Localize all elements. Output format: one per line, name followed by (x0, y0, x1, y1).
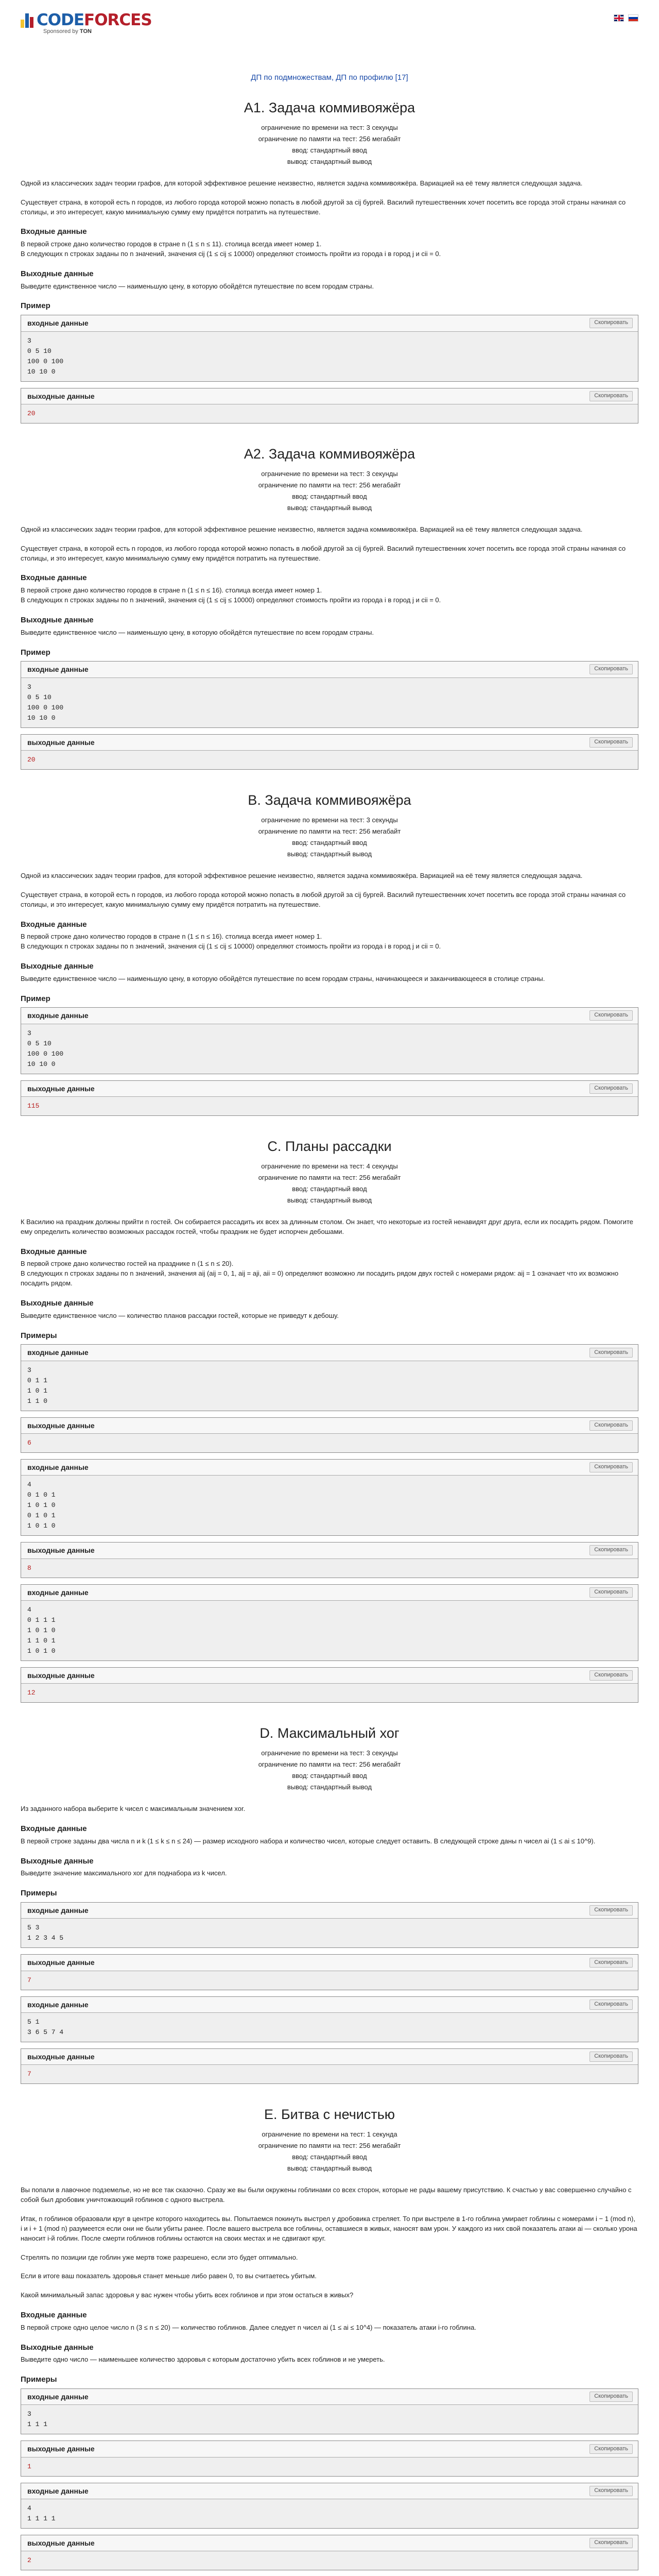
sample-input-label: входные данные (27, 2486, 89, 2495)
input-spec-title: Входные данные (21, 2311, 87, 2320)
problem-limit: ввод: стандартный ввод (292, 1772, 367, 1780)
sample-output-block (21, 734, 638, 770)
input-spec-text: В первой строке дано количество гостей на празднике n (1 ≤ n ≤ 20). В следующих n строках заданы по n значений, значения aij (aij = 0, 1, aij = aji, aii = 0) определяют возможно ли посадить рядом двух гостей с номерами рядом: aij = 1 означает что их возможно посадить рядом. (21, 1260, 619, 1287)
sample-output-label: выходные данные (27, 2538, 95, 2547)
copy-button[interactable]: Скопировать (589, 2392, 633, 2402)
copy-button[interactable]: Скопировать (589, 664, 633, 674)
output-spec-text: Выведите единственное число — наименьшую цену, в которую обойдётся путешествие по всем городам страны. (21, 282, 374, 290)
sample-output-block (21, 1542, 638, 1578)
sample-output-label: выходные данные (27, 2052, 95, 2061)
sample-input-content: 3 0 1 1 1 0 1 1 1 0 (21, 1361, 638, 1411)
statement-paragraph: Стрелять по позиции где гоблин уже мертв тоже разрешено, если это будет оптимально. (21, 2253, 298, 2261)
problem-limit: вывод: стандартный вывод (287, 503, 372, 512)
sample-output-header (21, 735, 638, 750)
problem-body (21, 2185, 638, 2576)
input-spec-text: В первой строке дано количество городов в стране n (1 ≤ n ≤ 16). столица всегда имеет номер 1. В следующих n строках заданы по n значений, значения cij (1 ≤ cij ≤ 10000) определяют стоимость пройти из города i в город j и cii = 0. (21, 586, 441, 604)
sample-output-block (21, 1954, 638, 1990)
statement-paragraph: Итак, n гоблинов образовали круг в центре которого находитесь вы. Попытаемся покинуть выстрел у дробовика стреляет. То при выстреле в 1-го гоблина умирает гоблины с номерами i − 1 (mod n), i и i + 1 (mod n) разумеется если они не были убиты ранее. После вашего выстрела все гоблины, оставшиеся в живых, наносят вам урон. У каждого из них свой показатель атаки ai — сколько урона наносит i-й гоблин. После смерти гоблинов гоблины остаются на своих местах и не сдвигают круг. (21, 2215, 637, 2242)
problem-limit: ввод: стандартный ввод (292, 492, 367, 500)
logo-text: CODEFORCES (37, 11, 152, 29)
problem-limit: ограничение по памяти на тест: 256 мегабайт (258, 481, 401, 489)
sample-input-content: 4 0 1 1 1 1 0 1 0 1 1 0 1 1 0 1 0 (21, 1600, 638, 1660)
sample-input-header (21, 1903, 638, 1918)
sample-output-block (21, 2535, 638, 2570)
sample-output-label: выходные данные (27, 1084, 95, 1093)
problem-title: A1. Задача коммивояжёра (244, 99, 415, 115)
sponsor-line: Sponsored by TON (43, 28, 92, 35)
sample-input-label: входные данные (27, 1011, 89, 1020)
sample-input-block (21, 1902, 638, 1948)
copy-button[interactable]: Скопировать (589, 2052, 633, 2062)
statement-paragraph: Одной из классических задач теории графов, для которой эффективное решение неизвестно, является задача коммивояжёра. Вариацией на её тему является следующая задача. (21, 179, 583, 187)
sample-input-header (21, 2483, 638, 2499)
sample-output-block (21, 1417, 638, 1453)
problem-limit: вывод: стандартный вывод (287, 157, 372, 165)
examples-title: Пример (21, 301, 50, 311)
contest-title (0, 72, 659, 83)
statement-paragraph: Одной из классических задач теории графов, для которой эффективное решение неизвестно, является задача коммивояжёра. Вариацией на её тему является следующая задача. (21, 525, 583, 533)
copy-button[interactable]: Скопировать (589, 1420, 633, 1431)
output-spec-title: Выходные данные (21, 1299, 94, 1308)
copy-button[interactable]: Скопировать (589, 1999, 633, 2010)
problem-limit: вывод: стандартный вывод (287, 2164, 372, 2173)
sample-output-block (21, 1667, 638, 1703)
sample-input-header (21, 1997, 638, 2012)
sample-output-block (21, 2048, 638, 2084)
codeforces-logo[interactable] (21, 11, 659, 29)
input-spec-text: В первой строке заданы два числа n и k (1 ≤ k ≤ n ≤ 24) — размер исходного набора и количество чисел, которые следует оставить. В следующей строке даны n чисел ai (1 ≤ ai ≤ 10^9). (21, 1837, 596, 1845)
problem-statement (21, 790, 638, 1116)
problem-title: A2. Задача коммивояжёра (244, 446, 415, 462)
copy-button[interactable]: Скопировать (589, 1083, 633, 1094)
sample-output-block (21, 388, 638, 423)
copy-button[interactable]: Скопировать (589, 318, 633, 328)
problem-header (21, 98, 638, 167)
problem-statement (21, 2105, 638, 2576)
statement-paragraph: Вы попали в лавочное подземелье, но не все так сказочно. Сразу же вы были окружены гоблинами со всех сторон, которые не рады вашему присутствию. К счастью у вас совершенно случайно с собой был дробовик уничтожающий гоблинов с одного выстрела. (21, 2186, 632, 2204)
problem-statement (21, 1723, 638, 2084)
sample-output-content: 1 (21, 2457, 638, 2476)
problem-statement (21, 98, 638, 423)
sample-input-content: 5 3 1 2 3 4 5 (21, 1918, 638, 1947)
sample-input-label: входные данные (27, 1906, 89, 1915)
sample-input-header (21, 315, 638, 331)
statement-paragraph: Существует страна, в которой есть n городов, из любого города которой можно попасть в любой другой за cij бургей. Василий путешественник хочет посетить все города этой страны начиная со столицы, и это интересует, какую минимальную сумму ему придётся потратить на путешествие. (21, 544, 626, 562)
problem-limit: ограничение по памяти на тест: 256 мегабайт (258, 1174, 401, 1182)
copy-button[interactable]: Скопировать (589, 391, 633, 401)
english-flag-icon[interactable] (614, 14, 624, 22)
copy-button[interactable]: Скопировать (589, 2444, 633, 2454)
sample-output-content: 2 (21, 2551, 638, 2570)
copy-button[interactable]: Скопировать (589, 1587, 633, 1598)
examples-title: Примеры (21, 2375, 57, 2384)
copy-button[interactable]: Скопировать (589, 737, 633, 748)
sample-output-content: 20 (21, 404, 638, 423)
sample-output-content: 20 (21, 750, 638, 769)
copy-button[interactable]: Скопировать (589, 1545, 633, 1555)
sample-output-label: выходные данные (27, 392, 95, 400)
sample-output-header (21, 1543, 638, 1558)
site-header (0, 0, 659, 52)
problems-list (21, 98, 638, 2576)
statement-paragraph: Какой минимальный запас здоровья у вас нужен чтобы убить всех гоблинов и при этом остаться в живых? (21, 2291, 354, 2299)
statement-paragraph: Из заданного набора выберите k чисел с максимальным значением xor. (21, 1805, 246, 1813)
problem-limit: вывод: стандартный вывод (287, 1196, 372, 1205)
problem-limit: ввод: стандартный ввод (292, 146, 367, 154)
problem-limit: ограничение по памяти на тест: 256 мегабайт (258, 827, 401, 835)
problem-header (21, 444, 638, 514)
output-spec-text: Выведите единственное число — наименьшую цену, в которую обойдётся путешествие по всем городам страны. (21, 628, 374, 636)
sample-output-block (21, 1080, 638, 1116)
sample-input-header (21, 2389, 638, 2404)
sample-input-header (21, 662, 638, 677)
sample-input-block (21, 2483, 638, 2529)
sample-output-content: 115 (21, 1096, 638, 1115)
output-spec-title: Выходные данные (21, 2343, 94, 2352)
sample-output-header (21, 1668, 638, 1683)
problem-limit: ограничение по времени на тест: 1 секунда (262, 2130, 397, 2139)
russian-flag-icon[interactable] (628, 14, 638, 22)
copy-button[interactable]: Скопировать (589, 1958, 633, 1968)
problem-limit: ограничение по времени на тест: 3 секунды (261, 1749, 398, 1757)
sample-input-label: входные данные (27, 1588, 89, 1597)
sample-input-label: входные данные (27, 2393, 89, 2401)
sample-output-content: 7 (21, 1971, 638, 1990)
sample-input-label: входные данные (27, 665, 89, 674)
sample-output-block (21, 2441, 638, 2476)
copy-button[interactable]: Скопировать (589, 1670, 633, 1681)
sample-input-block (21, 315, 638, 381)
input-spec-title: Входные данные (21, 920, 87, 929)
examples-title: Примеры (21, 1889, 57, 1898)
problem-limit: ограничение по времени на тест: 3 секунды (261, 469, 398, 478)
problem-limit: ввод: стандартный ввод (292, 838, 367, 846)
problem-limit: ограничение по времени на тест: 3 секунды (261, 123, 398, 131)
examples-title: Примеры (21, 1331, 57, 1340)
sample-output-header (21, 2441, 638, 2456)
input-spec-text: В первой строке дано количество городов в стране n (1 ≤ n ≤ 16). столица всегда имеет номер 1. В следующих n строках заданы по n значений, значения cij (1 ≤ cij ≤ 10000) определяют стоимость пройти из города i в город j и cii = 0. (21, 933, 441, 951)
statement-paragraph: Одной из классических задач теории графов, для которой эффективное решение неизвестно, является задача коммивояжёра. Вариацией на её тему является следующая задача. (21, 871, 583, 879)
sample-input-content: 3 0 5 10 100 0 100 10 10 0 (21, 331, 638, 381)
problem-header (21, 1723, 638, 1793)
sample-output-header (21, 2535, 638, 2551)
problem-header (21, 1137, 638, 1206)
language-switcher (614, 14, 638, 22)
sample-output-content: 12 (21, 1683, 638, 1702)
problem-title: E. Битва с нечистью (264, 2107, 395, 2123)
statement-paragraph: Существует страна, в которой есть n городов, из любого города которой можно попасть в любой другой за cij бургей. Василий путешественник хочет посетить все города этой страны начиная со столицы, и это интересует, какую минимальную сумму ему придётся потратить на путешествие. (21, 198, 626, 216)
output-spec-title: Выходные данные (21, 615, 94, 624)
problem-limit: ввод: стандартный ввод (292, 2153, 367, 2161)
sample-input-block (21, 1459, 638, 1536)
sample-output-label: выходные данные (27, 1421, 95, 1430)
problem-limit: ограничение по памяти на тест: 256 мегабайт (258, 134, 401, 143)
output-spec-title: Выходные данные (21, 961, 94, 971)
problem-limit: ввод: стандартный ввод (292, 1185, 367, 1193)
sample-input-content: 3 1 1 1 (21, 2404, 638, 2434)
sample-output-content: 8 (21, 1558, 638, 1578)
problem-statement (21, 1137, 638, 1703)
problem-limit: ограничение по памяти на тест: 256 мегабайт (258, 1760, 401, 1769)
sample-input-block (21, 661, 638, 727)
problem-title: D. Максимальный хог (259, 1725, 400, 1741)
sample-output-content: 7 (21, 2064, 638, 2083)
sample-output-header (21, 1418, 638, 1433)
input-spec-title: Входные данные (21, 573, 87, 583)
output-spec-text: Выведите значение максимального хог для поднабора из k чисел. (21, 1869, 227, 1877)
output-spec-text: Выведите единственное число — количество планов рассадки гостей, которые не приведут к дебошу. (21, 1311, 339, 1319)
sample-input-block (21, 1996, 638, 2042)
sample-input-content: 3 0 5 10 100 0 100 10 10 0 (21, 677, 638, 727)
sample-output-label: выходные данные (27, 1958, 95, 1967)
sample-output-header (21, 1081, 638, 1096)
sample-input-header (21, 1008, 638, 1023)
sample-input-label: входные данные (27, 319, 89, 328)
copy-button[interactable]: Скопировать (589, 1348, 633, 1358)
copy-button[interactable]: Скопировать (589, 1010, 633, 1021)
problem-limit: ограничение по времени на тест: 3 секунды (261, 816, 398, 824)
problem-body (21, 1804, 638, 2084)
contest-title-link[interactable]: ДП по подмножествам, ДП по профилю [17] (251, 73, 408, 82)
problem-body (21, 179, 638, 423)
problem-body (21, 871, 638, 1116)
sample-input-block (21, 1344, 638, 1411)
problem-title: C. Планы рассадки (267, 1138, 392, 1154)
copy-button[interactable]: Скопировать (589, 1905, 633, 1916)
problem-limit: вывод: стандартный вывод (287, 1783, 372, 1791)
problem-header (21, 790, 638, 860)
sample-input-content: 3 0 5 10 100 0 100 10 10 0 (21, 1024, 638, 1074)
problem-statement (21, 444, 638, 770)
input-spec-text: В первой строке одно целое число n (3 ≤ n ≤ 20) — количество гоблинов. Далее следует n чисел ai (1 ≤ ai ≤ 10^4) — показатель атаки i-го гоблина. (21, 2323, 476, 2331)
output-spec-text: Выведите одно число — наименьшее количество здоровья с которым достаточно убить всех гоблинов и не умереть. (21, 2355, 385, 2364)
sample-output-header (21, 2049, 638, 2064)
sample-input-content: 4 0 1 0 1 1 0 1 0 0 1 0 1 1 0 1 0 (21, 1475, 638, 1535)
problem-limit: вывод: стандартный вывод (287, 850, 372, 858)
statement-paragraph: К Василию на праздник должны прийти n гостей. Он собирается рассадить их всех за длинным столом. Он знает, что некоторые из гостей ненавидят друг друга, если их посадить рядом. Помогите ему определить количество возможных рассадок гостей, чтобы праздник не будет испорчен дебошами. (21, 1218, 633, 1235)
output-spec-text: Выведите единственное число — наименьшую цену, в которую обойдётся путешествие по всем городам страны, начинающееся и заканчивающееся в столице страны. (21, 974, 545, 982)
sample-output-label: выходные данные (27, 738, 95, 747)
statement-paragraph: Существует страна, в которой есть n городов, из любого города которой можно попасть в любой другой за cij бургей. Василий путешественник хочет посетить все города этой страны начиная со столицы, и это интересует, какую минимальную сумму ему придётся потратить на путешествие. (21, 890, 626, 908)
sample-input-content: 4 1 1 1 1 (21, 2499, 638, 2528)
sample-output-label: выходные данные (27, 1671, 95, 1680)
problem-limit: ограничение по памяти на тест: 256 мегабайт (258, 2142, 401, 2150)
problem-title: B. Задача коммивояжёра (248, 792, 411, 808)
sample-input-label: входные данные (27, 1463, 89, 1471)
logo-bars-icon (21, 12, 33, 28)
sample-input-header (21, 1585, 638, 1600)
sample-input-header (21, 1345, 638, 1360)
sample-input-header (21, 1460, 638, 1475)
copy-button[interactable]: Скопировать (589, 2486, 633, 2496)
output-spec-title: Выходные данные (21, 1856, 94, 1866)
output-spec-title: Выходные данные (21, 269, 94, 278)
problem-body (21, 1217, 638, 1703)
sample-output-label: выходные данные (27, 2445, 95, 2453)
sample-input-content: 5 1 3 6 5 7 4 (21, 2012, 638, 2042)
input-spec-title: Входные данные (21, 1247, 87, 1256)
sample-output-header (21, 388, 638, 404)
sample-input-label: входные данные (27, 2000, 89, 2009)
examples-title: Пример (21, 994, 50, 1003)
problem-limit: ограничение по времени на тест: 4 секунды (261, 1162, 398, 1171)
sample-input-block (21, 1584, 638, 1661)
problem-header (21, 2105, 638, 2174)
copy-button[interactable]: Скопировать (589, 1462, 633, 1472)
sample-output-header (21, 1955, 638, 1970)
sample-input-block (21, 2388, 638, 2434)
sample-output-label: выходные данные (27, 1546, 95, 1555)
problem-body (21, 525, 638, 770)
sample-output-content: 6 (21, 1433, 638, 1452)
statement-paragraph: Если в итоге ваш показатель здоровья станет меньше либо равен 0, то вы считаетесь убитым. (21, 2272, 317, 2280)
copy-button[interactable]: Скопировать (589, 2538, 633, 2548)
input-spec-text: В первой строке дано количество городов в стране n (1 ≤ n ≤ 11). столица всегда имеет номер 1. В следующих n строках заданы по n значений, значения cij (1 ≤ cij ≤ 10000) определяют стоимость пройти из города i в город j и cii = 0. (21, 240, 441, 258)
input-spec-title: Входные данные (21, 1824, 87, 1834)
examples-title: Пример (21, 648, 50, 657)
input-spec-title: Входные данные (21, 227, 87, 236)
sample-input-label: входные данные (27, 1348, 89, 1357)
sample-input-block (21, 1007, 638, 1074)
